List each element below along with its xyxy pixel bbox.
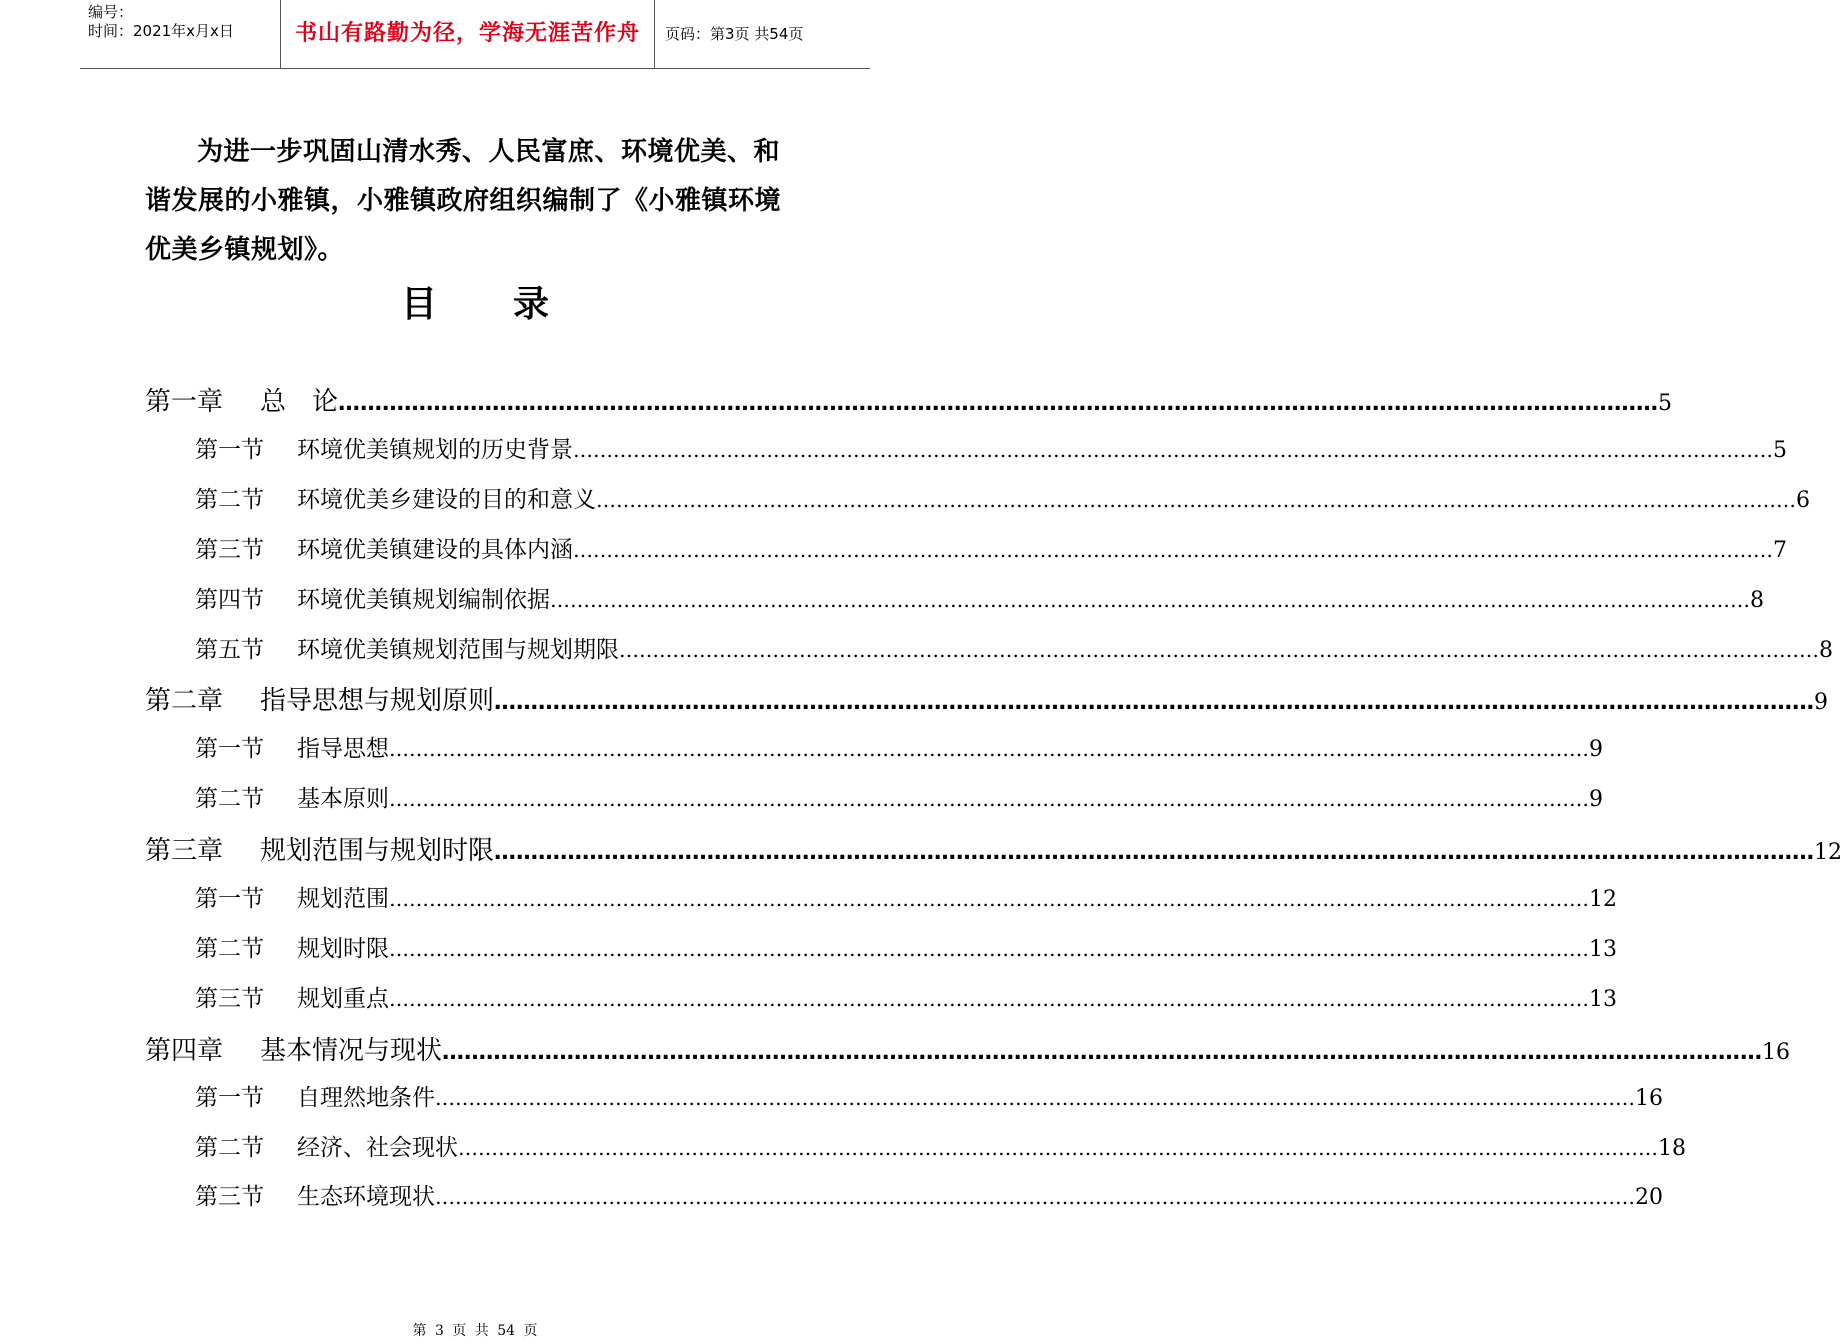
toc-entry-page: 8 — [1750, 588, 1764, 613]
toc-entry-title: 环境优美镇建设的具体内涵 — [297, 537, 573, 563]
toc-chapter-row[interactable] — [145, 381, 1673, 418]
toc-entry-title: 环境优美镇规划编制依据 — [297, 587, 550, 613]
toc-section-row[interactable] — [195, 980, 1617, 1013]
toc-entry-title: 规划时限 — [297, 936, 389, 962]
toc-entry-title: 指导思想 — [297, 736, 389, 762]
toc-entry-page: 5 — [1773, 438, 1787, 463]
toc-leader-dots: ……………………………………………………………………………………………………………………………………………………………… — [442, 1040, 1763, 1065]
toc-entry-number: 第二节 — [195, 936, 264, 962]
toc-entry-page: 7 — [1773, 538, 1787, 563]
header-page-info: 页码：第3页 共54页 — [665, 25, 804, 43]
toc-leader-dots: ……………………………………………………………………………………………………………………………………………………………… — [435, 1185, 1635, 1209]
toc-entry-number: 第一节 — [195, 437, 264, 463]
toc-entry-title: 环境优美乡建设的目的和意义 — [297, 487, 596, 513]
toc-entry-page: 5 — [1658, 391, 1673, 416]
toc-section-row[interactable] — [195, 531, 1787, 564]
toc-leader-dots: ……………………………………………………………………………………………………………………………………………………………… — [435, 1086, 1635, 1110]
toc-title — [0, 276, 950, 327]
toc-entry-title: 环境优美镇规划的历史背景 — [297, 437, 573, 463]
toc-entry-title: 经济、社会现状 — [297, 1135, 458, 1161]
toc-entry-title: 环境优美镇规划范围与规划期限 — [297, 637, 619, 663]
toc-entry-page: 13 — [1589, 937, 1617, 962]
header-number-label: 编号： — [88, 3, 134, 21]
toc-entry-page: 16 — [1635, 1086, 1663, 1111]
toc-leader-dots: ……………………………………………………………………………………………………………………………………………………………… — [338, 391, 1659, 416]
toc-section-row[interactable] — [195, 481, 1810, 514]
intro-paragraph: 为进一步巩固山清水秀、人民富庶、环境优美、和谐发展的小雅镇，小雅镇政府组织编制了《小雅镇环境优美乡镇规划》。 — [145, 137, 782, 265]
header-motto: 书山有路勤为径，学海无涯苦作舟 — [281, 0, 655, 68]
toc-entry-number: 第二节 — [195, 487, 264, 513]
toc-entry-page: 16 — [1762, 1040, 1791, 1065]
toc-leader-dots: ……………………………………………………………………………………………………………………………………………………………… — [619, 638, 1819, 662]
toc-entry-page: 12 — [1589, 887, 1617, 912]
toc-title-char-1: 目 — [400, 284, 437, 325]
toc-entry-title: 规划范围与规划时限 — [260, 836, 495, 866]
toc-entry-number: 第二章 — [145, 686, 224, 716]
toc-entry-page: 9 — [1589, 737, 1603, 762]
toc-entry-title: 基本原则 — [297, 786, 389, 812]
toc-entry-number: 第四节 — [195, 587, 264, 613]
toc-section-row[interactable] — [195, 730, 1603, 763]
toc-leader-dots: ……………………………………………………………………………………………………………………………………………………………… — [389, 787, 1589, 811]
toc-entry-page: 8 — [1819, 638, 1833, 663]
toc-section-row[interactable] — [195, 880, 1617, 913]
toc-entry-title: 总 论 — [260, 387, 339, 417]
toc-entry-number: 第三节 — [195, 537, 264, 563]
toc-leader-dots: ……………………………………………………………………………………………………………………………………………………………… — [550, 588, 1750, 612]
toc-chapter-row[interactable] — [145, 680, 1829, 717]
toc-section-row[interactable] — [195, 1178, 1663, 1211]
toc-entry-page: 18 — [1658, 1136, 1686, 1161]
toc-entry-title: 规划范围 — [297, 886, 389, 912]
toc-chapter-row[interactable] — [145, 1030, 1791, 1067]
toc-entry-number: 第三节 — [195, 986, 264, 1012]
toc-leader-dots: ……………………………………………………………………………………………………………………………………………………………… — [389, 887, 1589, 911]
page-footer: 第 3 页 共 54 页 — [412, 1323, 538, 1339]
header-time-label: 时间：2021年x月x日 — [88, 22, 234, 40]
toc-leader-dots: ……………………………………………………………………………………………………………………………………………………………… — [494, 840, 1815, 865]
toc-leader-dots: ……………………………………………………………………………………………………………………………………………………………… — [494, 690, 1815, 715]
toc-entry-page: 6 — [1796, 488, 1810, 513]
toc-entry-number: 第三章 — [145, 836, 224, 866]
toc-entry-number: 第二节 — [195, 1135, 264, 1161]
toc-entry-number: 第四章 — [145, 1036, 224, 1066]
toc-entry-number: 第一章 — [145, 387, 224, 417]
toc-leader-dots: ……………………………………………………………………………………………………………………………………………………………… — [389, 987, 1589, 1011]
toc-entry-page: 12 — [1814, 840, 1842, 865]
toc-entry-title: 指导思想与规划原则 — [260, 686, 495, 716]
header-meta — [80, 0, 281, 68]
toc-leader-dots: ……………………………………………………………………………………………………………………………………………………………… — [573, 438, 1773, 462]
page-header — [80, 0, 870, 69]
toc-entry-page: 9 — [1814, 690, 1829, 715]
toc-section-row[interactable] — [195, 1129, 1686, 1162]
toc-section-row[interactable] — [195, 431, 1787, 464]
toc-section-row[interactable] — [195, 780, 1603, 813]
toc-entry-page: 13 — [1589, 987, 1617, 1012]
toc-entry-title: 自理然地条件 — [297, 1085, 435, 1111]
toc-leader-dots: ……………………………………………………………………………………………………………………………………………………………… — [458, 1136, 1658, 1160]
toc-leader-dots: ……………………………………………………………………………………………………………………………………………………………… — [596, 488, 1796, 512]
toc-entry-number: 第三节 — [195, 1184, 264, 1210]
toc-leader-dots: ……………………………………………………………………………………………………………………………………………………………… — [389, 737, 1589, 761]
toc-entry-number: 第五节 — [195, 637, 264, 663]
toc-section-row[interactable] — [195, 1079, 1663, 1112]
toc-entry-number: 第一节 — [195, 886, 264, 912]
toc-title-char-2: 录 — [513, 284, 550, 325]
toc-section-row[interactable] — [195, 581, 1764, 614]
toc-entry-number: 第一节 — [195, 736, 264, 762]
toc-entry-title: 规划重点 — [297, 986, 389, 1012]
toc-section-row[interactable] — [195, 930, 1617, 963]
toc-entry-number: 第一节 — [195, 1085, 264, 1111]
toc-entry-title: 基本情况与现状 — [260, 1036, 443, 1066]
toc-entry-number: 第二节 — [195, 786, 264, 812]
toc-leader-dots: ……………………………………………………………………………………………………………………………………………………………… — [573, 538, 1773, 562]
toc-entry-title: 生态环境现状 — [297, 1184, 435, 1210]
toc-entry-page: 20 — [1635, 1185, 1663, 1210]
toc-section-row[interactable] — [195, 631, 1833, 664]
toc-entry-page: 9 — [1589, 787, 1603, 812]
toc-leader-dots: ……………………………………………………………………………………………………………………………………………………………… — [389, 937, 1589, 961]
toc-chapter-row[interactable] — [145, 830, 1842, 867]
